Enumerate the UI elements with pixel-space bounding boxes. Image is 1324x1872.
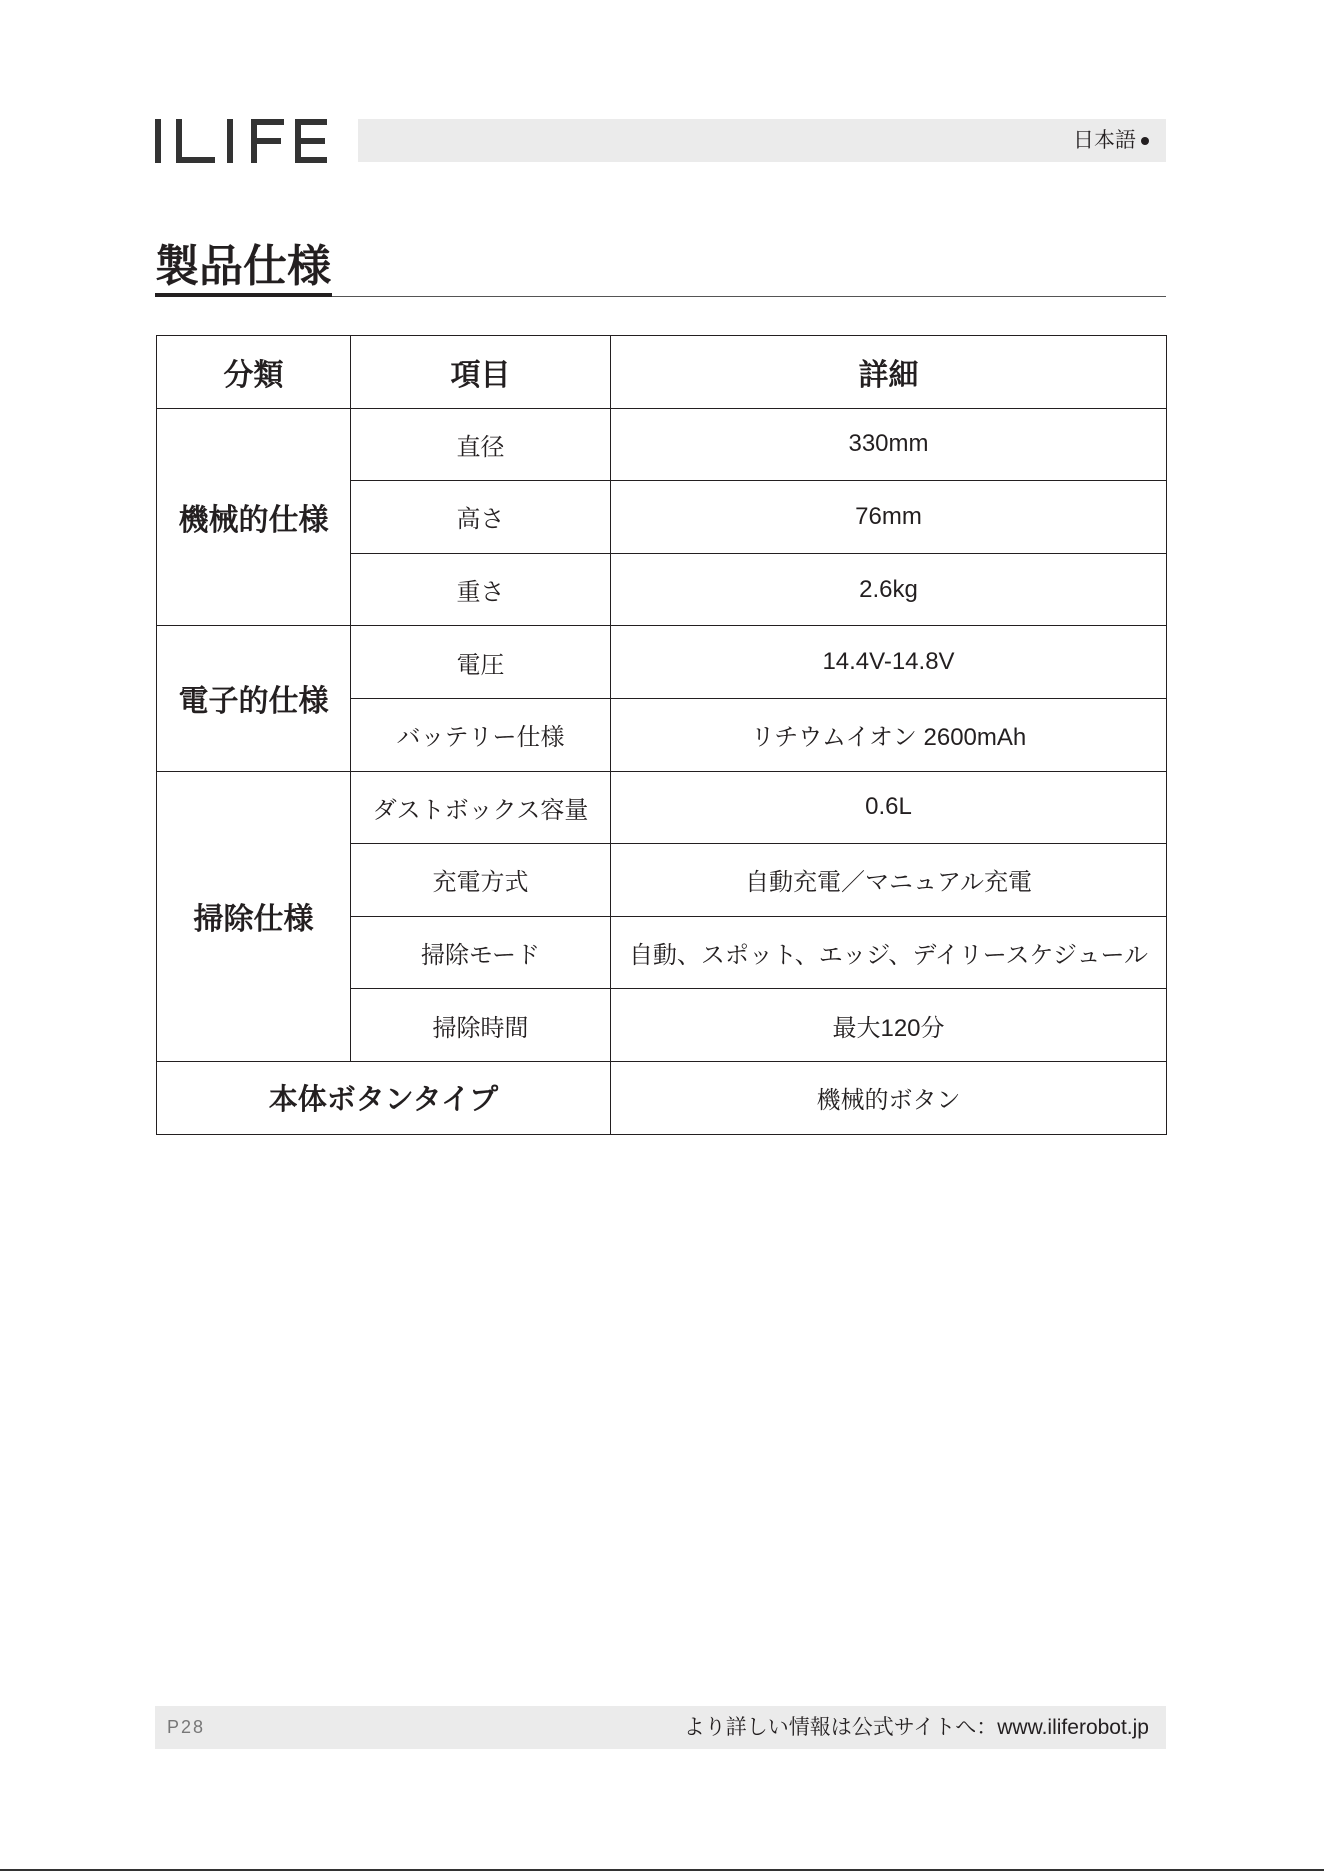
detail-cell: 自動、スポット、エッジ、デイリースケジュール [611, 916, 1167, 989]
ilife-logo [155, 119, 327, 165]
detail-cell: 14.4V-14.8V [611, 626, 1167, 699]
table-row [157, 1061, 1167, 1134]
table-row [157, 626, 1167, 699]
spec-table [156, 335, 1167, 1135]
column-header-item: 項目 [351, 336, 611, 409]
item-cell: 掃除モード [351, 916, 611, 989]
item-cell: 直径 [351, 408, 611, 481]
item-cell: ダストボックス容量 [351, 771, 611, 844]
detail-cell: 最大120分 [611, 989, 1167, 1062]
language-label: 日本語 [1073, 129, 1136, 152]
page-bottom-rule [0, 1869, 1324, 1871]
table-header-row [157, 336, 1167, 409]
item-cell: 掃除時間 [351, 989, 611, 1062]
button-type-label-cell: 本体ボタンタイプ [157, 1061, 611, 1134]
bullet-icon [1141, 137, 1149, 145]
column-header-category: 分類 [157, 336, 351, 409]
page-title: 製品仕様 [155, 242, 331, 291]
detail-cell: 2.6kg [611, 553, 1167, 626]
footer-bar [155, 1706, 1166, 1749]
page-number: P28 [167, 1717, 206, 1737]
detail-cell: 0.6L [611, 771, 1167, 844]
item-cell: 電圧 [351, 626, 611, 699]
detail-cell: 330mm [611, 408, 1167, 481]
category-cell-cleaning: 掃除仕様 [157, 771, 351, 1061]
button-type-detail-cell: 機械的ボタン [611, 1061, 1167, 1134]
item-cell: 充電方式 [351, 844, 611, 917]
item-cell: 高さ [351, 481, 611, 554]
language-bar [358, 119, 1166, 162]
item-cell: バッテリー仕様 [351, 698, 611, 771]
item-cell: 重さ [351, 553, 611, 626]
category-cell-electronic: 電子的仕様 [157, 626, 351, 771]
detail-cell: 自動充電／マニュアル充電 [611, 844, 1167, 917]
category-cell-mechanical: 機械的仕様 [157, 408, 351, 626]
column-header-detail: 詳細 [611, 336, 1167, 409]
table-row [157, 771, 1167, 844]
table-row [157, 408, 1167, 481]
title-underline [155, 293, 332, 297]
footer-website-info: より詳しい情報は公式サイトへ：www.iliferobot.jp [683, 1716, 1149, 1739]
detail-cell: リチウムイオン 2600mAh [611, 698, 1167, 771]
detail-cell: 76mm [611, 481, 1167, 554]
